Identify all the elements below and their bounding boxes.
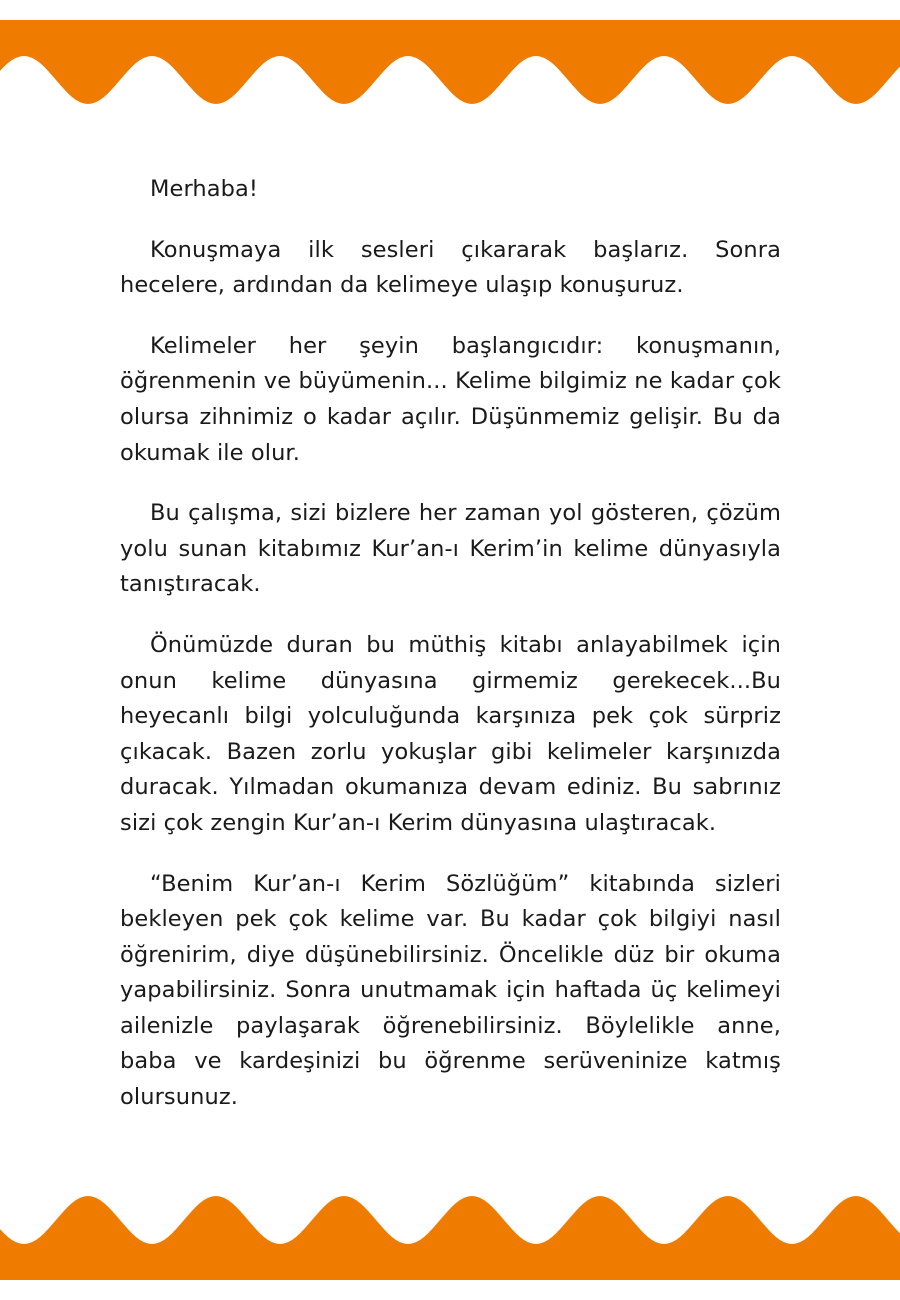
page-text bbox=[120, 172, 781, 1116]
paragraph-5: “Benim Kur’an-ı Kerim Sözlüğüm” kitabında sizleri bekleyen pek çok kelime var. Bu kadar çok bilgiyi nasıl öğrenirim, diye düşünebilirsiniz. Öncelikle düz bir okuma yapabilirsiniz. Sonra unutmamak için haftada üç kelimeyi ailenizle paylaşarak öğrenebilirsiniz. Böylelikle anne, baba ve kardeşinizi bu öğrenme serüveninize katmış olursunuz. bbox=[120, 870, 781, 1111]
paragraph-2: Kelimeler her şeyin başlangıcıdır: konuşmanın, öğrenmenin ve büyümenin... Kelime bilgimiz ne kadar çok olursa zihnimiz o kadar açılır. Düşünmemiz gelişir. Bu da okumak ile olur. bbox=[120, 332, 781, 466]
paragraph-3: Bu çalışma, sizi bizlere her zaman yol gösteren, çözüm yolu sunan kitabımız Kur’an-ı Kerim’in kelime dünyasıyla tanıştıracak. bbox=[120, 500, 781, 598]
greeting: Merhaba! bbox=[150, 176, 259, 202]
bottom-wave-shape bbox=[0, 1196, 900, 1280]
top-wave-shape bbox=[0, 20, 900, 104]
paragraph-4: Önümüzde duran bu müthiş kitabı anlayabilmek için onun kelime dünyasına girmemiz gerekecek...Bu heyecanlı bilgi yolculuğunda karşınıza pek çok sürpriz çıkacak. Bazen zorlu yokuşlar gibi kelimeler karşınızda duracak. Yılmadan okumanıza devam ediniz. Bu sabrınız sizi çok zengin Kur’an-ı Kerim dünyasına ulaştıracak. bbox=[120, 631, 781, 836]
paragraph-1: Konuşmaya ilk sesleri çıkararak başlarız. Sonra hecelere, ardından da kelimeye ulaşıp konuşuruz. bbox=[120, 236, 781, 299]
bottom-wave-border bbox=[0, 1190, 900, 1280]
top-wave-border bbox=[0, 20, 900, 112]
